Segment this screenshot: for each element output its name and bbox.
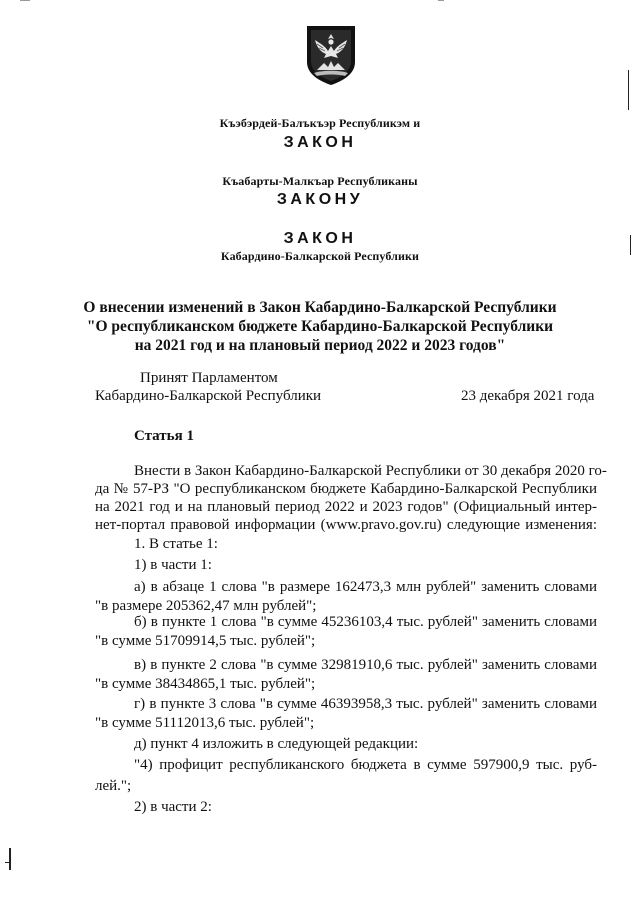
header-balkar-line: Къабарты-Малкъар Республиканы [222,174,418,188]
scan-edge-mark [628,70,629,110]
intro-line-4: нет-портал правовой информации (www.pravo.gov.ru) следующие изменения: [95,517,597,533]
header-russian-zakon: ЗАКОН [283,230,357,247]
subitem-b-line-1: б) в пункте 1 слова "в сумме 45236103,4 тыс. рублей" заменить словами [134,614,597,630]
subitem-g-line-1: г) в пункте 3 слова "в сумме 46393958,3 тыс. рублей" заменить словами [134,696,597,712]
header-kabardian-zakon: ЗАКОН [283,134,357,151]
coat-of-arms-emblem [305,24,357,86]
scan-edge-mark [630,235,631,255]
subitem-d-line-1: д) пункт 4 изложить в следующей редакции: [134,736,419,752]
adoption-date: 23 декабря 2021 года [461,388,595,404]
header-kabardian-line: Къэбэрдей-Балъкъэр Республикэм и [219,116,421,130]
subitem-a-line-2: "в размере 205362,47 млн рублей"; [95,598,317,614]
article-heading: Статья 1 [134,428,194,444]
law-title-line-3: на 2021 год и на плановый период 2022 и 2023 годов" [134,337,506,354]
adopted-by-line-1: Принят Парламентом [140,370,278,386]
item-1-part-1: 1) в части 1: [134,557,212,573]
subitem-v-line-2: "в сумме 38434865,1 тыс. рублей"; [95,676,316,692]
intro-line-3: на 2021 год и на плановый период 2022 и 2023 годов" (Официальный интер- [95,499,597,515]
intro-line-1: Внести в Закон Кабардино-Балкарской Республики от 30 декабря 2020 го- [134,463,607,479]
item-1-part-2: 2) в части 2: [134,799,212,815]
intro-line-2: да № 57-РЗ "О республиканском бюджете Кабардино-Балкарской Республики [95,481,597,497]
scan-edge-mark [5,862,11,863]
subitem-a-line-1: а) в абзаце 1 слова "в размере 162473,3 млн рублей" заменить словами [134,579,597,595]
subitem-v-line-1: в) в пункте 2 слова "в сумме 32981910,6 тыс. рублей" заменить словами [134,657,597,673]
header-balkar-zakon: ЗАКОНУ [276,191,364,208]
header-russian-line: Кабардино-Балкарской Республики [220,249,420,263]
adopted-by-line-2: Кабардино-Балкарской Республики [95,388,322,404]
subitem-g-line-2: "в сумме 51112013,6 тыс. рублей"; [95,715,315,731]
scan-edge-mark [20,0,30,1]
scan-edge-mark [438,0,444,1]
subitem-b-line-2: "в сумме 51709914,5 тыс. рублей"; [95,633,316,649]
item-1: 1. В статье 1: [134,536,218,552]
law-title-line-1: О внесении изменений в Закон Кабардино-Балкарской Республики [83,299,557,316]
law-title-line-2: "О республиканском бюджете Кабардино-Балкарской Республики [86,318,554,335]
subitem-d-line-3: лей."; [95,778,132,794]
scan-edge-mark [9,848,11,870]
subitem-d-line-2: "4) профицит республиканского бюджета в сумме 597900,9 тыс. руб- [134,757,597,773]
